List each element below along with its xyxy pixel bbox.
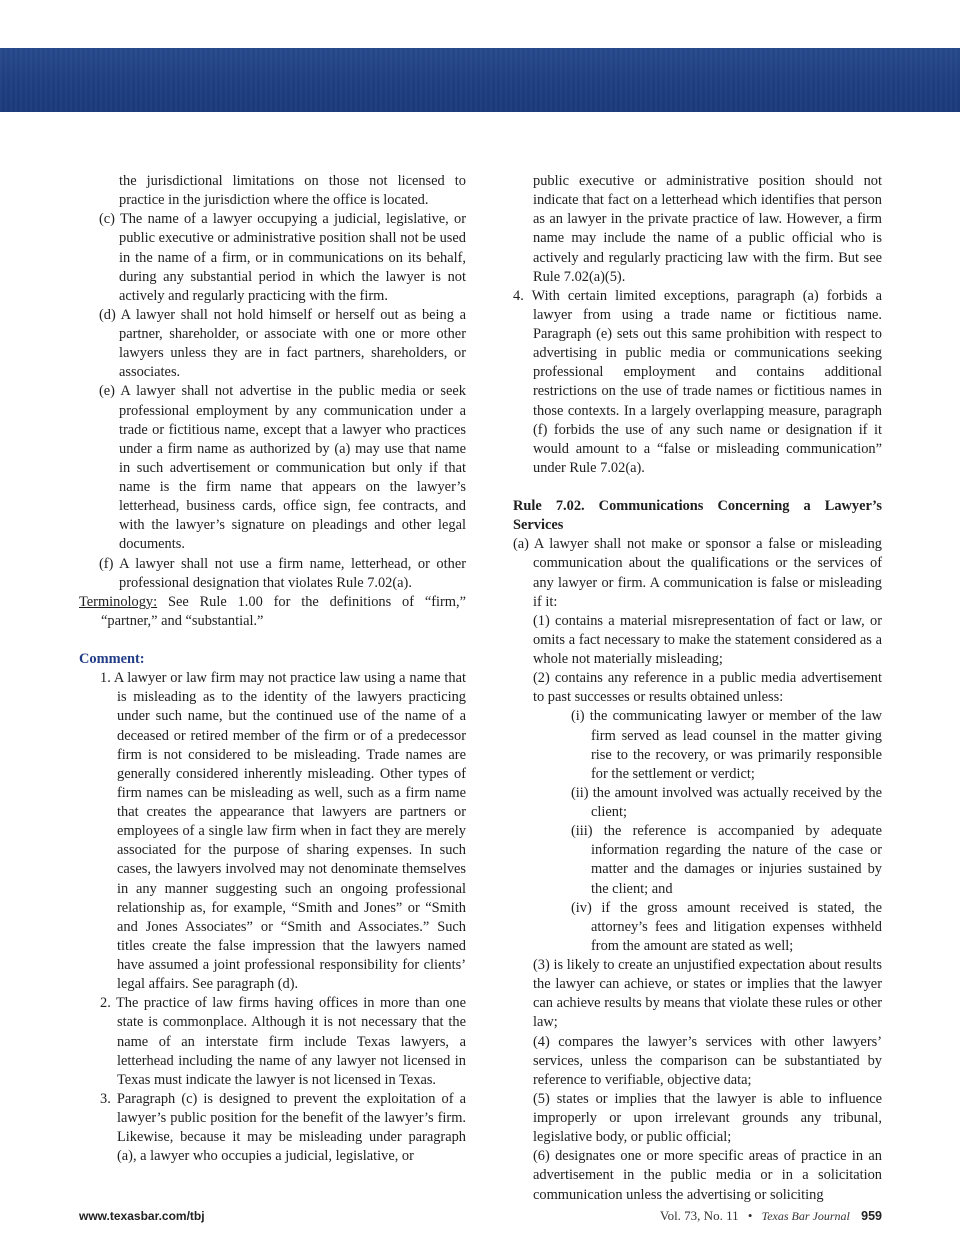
item-3: (3) is likely to create an unjustified expectation about results the lawyer can achieve, or states or implies that the lawyer can achieve results by means that violate these rules or other law;: [533, 957, 882, 1031]
comment-3-continued: public executive or administrative position should not indicate that fact on a letterhead which identifies that person as an lawyer in the private practice of law. However, a firm name may include the name of a public official who is actively and regularly practicing law with the firm. But see Rule 7.02(a)(5).: [533, 173, 882, 285]
rule-7-01-paragraph-f: (f) A lawyer shall not use a firm name, letterhead, or other professional designation that violates Rule 7.02(a).: [99, 555, 466, 591]
comment-3: 3. Paragraph (c) is designed to prevent the exploitation of a lawyer’s public position for the benefit of the lawyer’s firm. Likewise, because it may be misleading under paragraph (a), a lawyer who occupies a judicial, legislative, or: [100, 1090, 466, 1165]
footer-issue-info: [660, 1208, 882, 1224]
item-2-subitems: [533, 707, 882, 956]
item-5: (5) states or implies that the lawyer is able to influence improperly or upon irrelevant grounds any tribunal, legislative body, or public official;: [533, 1090, 882, 1146]
paragraph-a-items: [513, 612, 882, 1205]
rule-7-01-continued-text: the jurisdictional limitations on those not licensed to practice in the jurisdiction where the office is located.: [119, 173, 466, 209]
footer-journal-title: Texas Bar Journal: [761, 1209, 850, 1223]
rule-7-01-paragraph-e: (e) A lawyer shall not advertise in the public media or seek professional employment by any communication under a trade or fictitious name, except that a lawyer who practices under a firm name as authorized by (a) may use that name in such advertisement or communication but only if that name is the firm name that appears on the lawyer’s letterhead, business cards, office sign, fee contracts, and with the lawyer’s signature on pleadings and other legal documents.: [99, 383, 466, 553]
comment-4: 4. With certain limited exceptions, paragraph (a) forbids a lawyer from using a trade name or fictitious name. Paragraph (e) sets out this same prohibition with respect to advertising in public media or communications seeking professional employment and contains additional restrictions on the use of trade names or fictitious names in those contexts. In a largely overlapping measure, paragraph (f) forbids the use of any such name or designation if it would amount to a “false or misleading communication” under Rule 7.02(a).: [513, 287, 882, 476]
page-number: 959: [861, 1209, 882, 1223]
comment-1: 1. A lawyer or law firm may not practice law using a name that is misleading as to the identity of the lawyers practicing under such name, but the continued use of the name of a deceased or retired member of the firm or of a predecessor firm is not considered to be misleading. Trade names are generally considered inherently misleading. Other types of firm names can be misleading as well, such as a firm name that creates the appearance that lawyers are partners or employees of a single law firm when in fact they are merely associated for the purpose of sharing expenses. In such cases, the lawyers involved may not denominate themselves in any manner suggesting such an ongoing professional relationship as, for example, “Smith and Jones” or “Smith and Jones Associates” or “Smith and Associates.” Such titles create the false impression that the lawyers named have assumed a joint professional responsibility for clients’ legal affairs. See paragraph (d).: [100, 670, 466, 993]
comment-2: 2. The practice of law firms having offices in more than one state is commonplace. Although it is not necessary that the name of an interstate firm include Texas lawyers, a letterhead including the name of any lawyer not licensed in Texas must indicate the lawyer is not licensed in Texas.: [100, 995, 466, 1088]
left-column: [79, 172, 466, 1166]
footer-bullet: •: [747, 1208, 753, 1223]
terminology-text: See Rule 1.00 for the definitions of “firm,” “partner,” and “substantial.”: [101, 593, 466, 629]
subitem-i: (i) the communicating lawyer or member of the law firm served as lead counsel in the matter giving rise to the recovery, or was primarily responsible for the settlement or verdict;: [571, 708, 882, 782]
item-6: (6) designates one or more specific areas of practice in an advertisement in the public media or in a solicitation communication unless the advertising or soliciting: [533, 1148, 882, 1203]
subitem-ii: (ii) the amount involved was actually received by the client;: [571, 784, 882, 820]
footer-volume: Vol. 73, No. 11: [659, 1208, 739, 1223]
item-4: (4) compares the lawyer’s services with other lawyers’ services, unless the comparison can be substantiated by reference to verifiable, objective data;: [533, 1033, 882, 1088]
footer-url[interactable]: www.texasbar.com/tbj: [79, 1209, 205, 1223]
terminology-note: [79, 593, 466, 631]
terminology-label: Terminology:: [79, 593, 158, 610]
item-1: (1) contains a material misrepresentation of fact or law, or omits a fact necessary to make the statement considered as a whole not materially misleading;: [533, 612, 882, 667]
right-column: [513, 172, 882, 1205]
rule-7-02-paragraph-a: (a) A lawyer shall not make or sponsor a false or misleading communication about the qualifications or the services of any lawyer or firm. A communication is false or misleading if it:: [513, 536, 882, 610]
subitem-iii: (iii) the reference is accompanied by adequate information regarding the nature of the case or matter and the damages or injuries sustained by the client; and: [571, 823, 882, 897]
rule-7-01-paragraph-c: (c) The name of a lawyer occupying a judicial, legislative, or public executive or administrative position shall not be used in the name of a firm, or in communications on its behalf, during any substantial period in which the lawyer is not actively and regularly practicing with the firm.: [99, 211, 466, 304]
comment-heading: Comment:: [79, 651, 145, 667]
header-banner: [0, 48, 960, 112]
rule-7-02-heading: Rule 7.02. Communications Concerning a Lawyer’s Services: [513, 498, 882, 534]
rule-7-01-paragraph-d: (d) A lawyer shall not hold himself or herself out as being a partner, shareholder, or associate with one or more other lawyers unless they are in fact partners, shareholders, or associates.: [99, 306, 466, 381]
item-2: (2) contains any reference in a public media advertisement to past successes or results obtained unless:: [533, 670, 882, 706]
subitem-iv: (iv) if the gross amount received is stated, the attorney’s fees and litigation expenses withheld from the amount are stated as well;: [571, 899, 882, 954]
